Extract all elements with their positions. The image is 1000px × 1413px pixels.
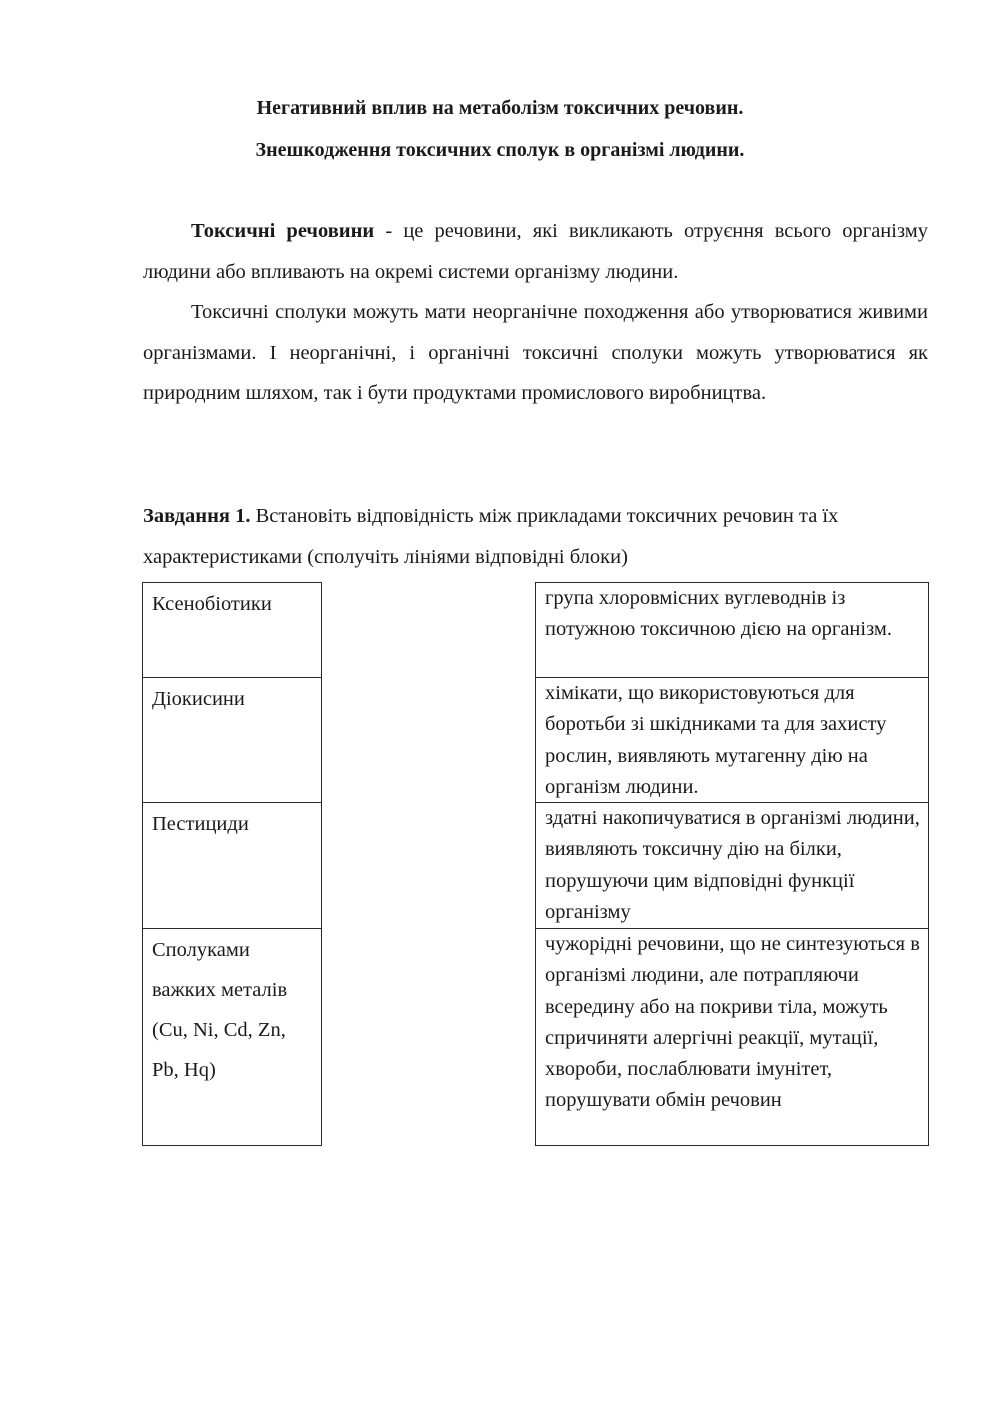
substance-label: Ксенобіотики [152,593,272,615]
substance-block[interactable] [143,803,321,929]
substance-label: Діокисини [152,688,245,710]
substances-column [142,582,322,1146]
task-label: Завдання 1. [143,505,251,527]
substance-label: Сполуками важких металів (Cu, Ni, Cd, Zn, Pb, Hq) [152,939,293,1081]
definition-text: - це речовини, які викликають отруєння всього організму людини або впливають на окремі системи організму людини. [143,220,928,283]
characteristic-text: група хлоровмісних вуглеводнів із потужною токсичною дією на організм. [545,587,893,641]
substance-block[interactable] [143,678,321,803]
intro-paragraph-origin: Токсичні сполуки можуть мати неорганічне походження або утворюватися живими організмами. І неорганічні, і органічні токсичні сполуки можуть утворюватися як природним шляхом, так і бути продуктами промислового виробництва. [143,301,928,404]
characteristic-text: здатні накопичуватися в організмі людини, виявляють токсичну дію на білки, порушуючи цим відповідні функції організму [545,807,925,923]
characteristic-text: чужорідні речовини, що не синтезуються в організмі людини, але потрапляючи всередину або на покриви тіла, можуть спричиняти алергічні реакції, мутації, хвороби, послаблювати імунітет, порушувати обмін речовин [545,933,926,1112]
characteristic-block[interactable] [536,803,928,929]
substance-block[interactable] [143,583,321,678]
page-title-line-1: Негативний вплив на метаболізм токсичних речовин. [256,97,744,119]
characteristic-block[interactable] [536,678,928,803]
characteristic-block[interactable] [536,929,928,1146]
characteristics-column [535,582,929,1146]
page-title-line-2: Знешкодження токсичних сполук в організмі людини. [255,139,745,161]
definition-term: Токсичні речовини [191,220,375,242]
characteristic-text: хімікати, що використовуються для боротьби зі шкідниками та для захисту рослин, виявляють мутагенну дію на організм людини. [545,682,892,798]
substance-block[interactable] [143,929,321,1146]
intro-paragraph-definition [143,211,928,292]
characteristic-block[interactable] [536,583,928,678]
task-text: Встановіть відповідність між прикладами токсичних речовин та їх характеристиками (сполучіть лініями відповідні блоки) [143,505,839,568]
task-instruction [143,496,933,577]
substance-label: Пестициди [152,813,249,835]
